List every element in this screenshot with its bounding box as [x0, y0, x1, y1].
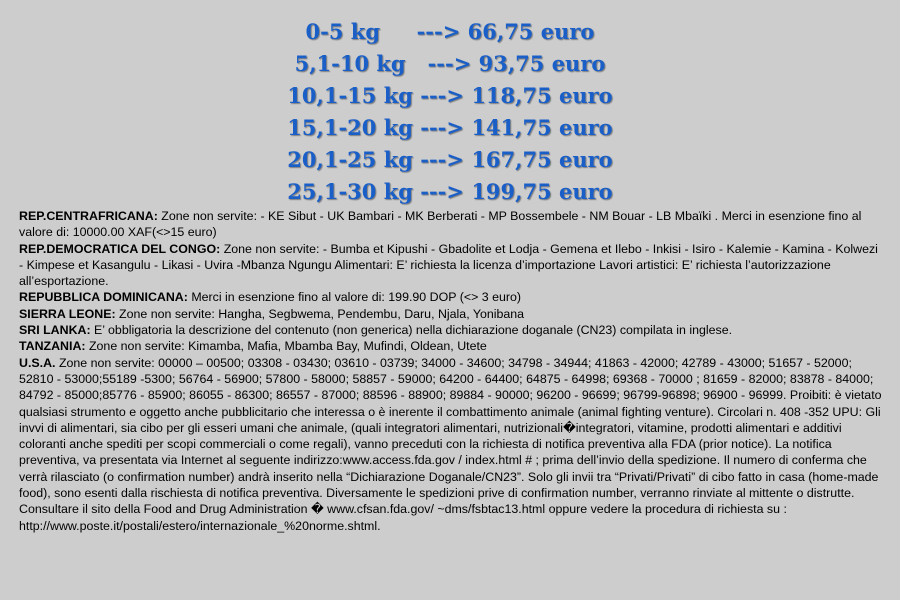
country-name: REP.CENTRAFRICANA:	[19, 209, 158, 223]
note-text: Merci in esenzione fino al valore di: 199.90 DOP (<> 3 euro)	[187, 290, 522, 305]
note-text: Zone non servite: - Bumba et Kipushi - Gbadolite et Lodja - Gemena et Ilebo - Inkisi - Isiro - Kalemie - Kamina - Kolwezi - Kimpese et Kasangulu - Likasi - Uvira -Mbanza Ngungu Alimentari: E’ richiesta la licenza d’importazione Lavori artistici: E’ richiesta l’autorizzazione all’esportazione.	[19, 241, 878, 289]
country-notes	[19, 208, 885, 534]
note-text: Zone non servite: 00000 – 00500; 03308 - 03430; 03610 - 03739; 34000 - 34600; 34798 - 34944; 41863 - 42000; 42789 - 43000; 51657 - 52000; 52810 - 53000;55189 -5300; 56764 - 56900; 57800 - 58000; 58857 - 59000; 64200 - 64400; 64875 - 64998; 69368 - 70000 ; 81659 - 82000; 83878 - 84000; 84792 - 85000;85776 - 85900; 86055 - 86300; 86557 - 87000; 88596 - 88900; 89884 - 90000; 96200 - 96699; 96799-96898; 96900 - 96999. Proibiti: è vietato qualsiasi strumento e oggetto anche pubblicitario che interessa o è inerente il combattimento animale (animal fighting venture). Circolari n. 408 -352 UPU: Gli invvi di alimentari, sia cibo per gli esseri umani che animale, (quali integratori alimentari, nutrizionali�integratori, vitamine, prodotti alimentari e additivi coloranti anche spediti per scopi commerciali o come regali), vanno preceduti con la richiesta di notifica preventiva alla FDA (prior notice). La notifica preventiva, va presentata via Internet al seguente indirizzo:www.access.fda.gov / index.html # ; prima dell’invio della spedizione. Il numero di conferma che verrà rilasciato (o confirmation number) andrà inserito nella “Dichiarazione Doganale/CN23”. Solo gli invii tra “Privati/Privati” di cibo fatto in casa (home-made food), sono esenti dalla rischiesta di notifica preventiva. Diversamente le spedizioni prive di confirmation number, verranno rinviate al mittente o distrutte. Consultare il sito della Food and Drug Administration � www.cfsan.fda.gov/ ~dms/fsbtac13.html oppure vedere la procedura di richiesta su : http://www.poste.it/postali/estero/internazionale_%20norme.shtml.	[19, 355, 882, 533]
price-amount: 141,75 euro	[471, 115, 613, 140]
price-amount: 199,75 euro	[471, 179, 613, 204]
price-arrow: --->	[427, 51, 472, 76]
price-arrow: --->	[416, 19, 461, 44]
note-dominican-republic	[19, 289, 885, 305]
price-amount: 118,75 euro	[471, 83, 613, 108]
price-arrow: --->	[420, 179, 464, 204]
price-arrow: --->	[420, 147, 464, 172]
note-sierra-leone	[19, 306, 885, 322]
note-sri-lanka	[19, 322, 885, 338]
note-text: Zone non servite: - KE Sibut - UK Bambari - MK Berberati - MP Bossembele - NM Bouar - LB Mbaïki . Merci in esenzione fino al valore di: 10000.00 XAF(<>15 euro)	[19, 209, 862, 240]
price-amount: 66,75 euro	[467, 19, 595, 44]
weight-range: 10,1-15 kg	[287, 83, 413, 108]
weight-range: 15,1-20 kg	[287, 115, 413, 140]
weight-range: 25,1-30 kg	[287, 179, 413, 204]
weight-range: 20,1-25 kg	[287, 147, 413, 172]
note-text: E’ obbligatoria la descrizione del contenuto (non generica) nella dichiarazione doganale (CN23) compilata in inglese.	[90, 323, 733, 338]
country-name: SRI LANKA:	[19, 323, 91, 338]
price-list	[0, 16, 900, 208]
country-name: SIERRA LEONE:	[19, 306, 116, 321]
price-row	[0, 112, 900, 144]
price-row	[0, 176, 900, 208]
price-row	[0, 80, 900, 112]
price-arrow: --->	[420, 83, 464, 108]
note-tanzania	[19, 338, 885, 354]
weight-range: 5,1-10 kg	[294, 51, 406, 76]
note-text: Zone non servite: Kimamba, Mafia, Mbamba Bay, Mufindi, Oldean, Utete	[85, 339, 487, 354]
price-row	[0, 16, 900, 48]
country-name: TANZANIA:	[19, 339, 86, 354]
note-text: Zone non servite: Hangha, Segbwema, Pendembu, Daru, Njala, Yonibana	[115, 306, 525, 321]
weight-range: 0-5 kg	[305, 19, 381, 44]
note-usa	[19, 355, 885, 534]
price-arrow: --->	[420, 115, 464, 140]
note-car	[19, 208, 885, 241]
price-row	[0, 48, 900, 80]
country-name: U.S.A.	[19, 355, 56, 370]
price-amount: 93,75 euro	[478, 51, 606, 76]
country-name: REPUBBLICA DOMINICANA:	[19, 290, 188, 305]
price-amount: 167,75 euro	[471, 147, 613, 172]
price-row	[0, 144, 900, 176]
note-drc	[19, 241, 885, 290]
country-name: REP.DEMOCRATICA DEL CONGO:	[19, 241, 221, 256]
